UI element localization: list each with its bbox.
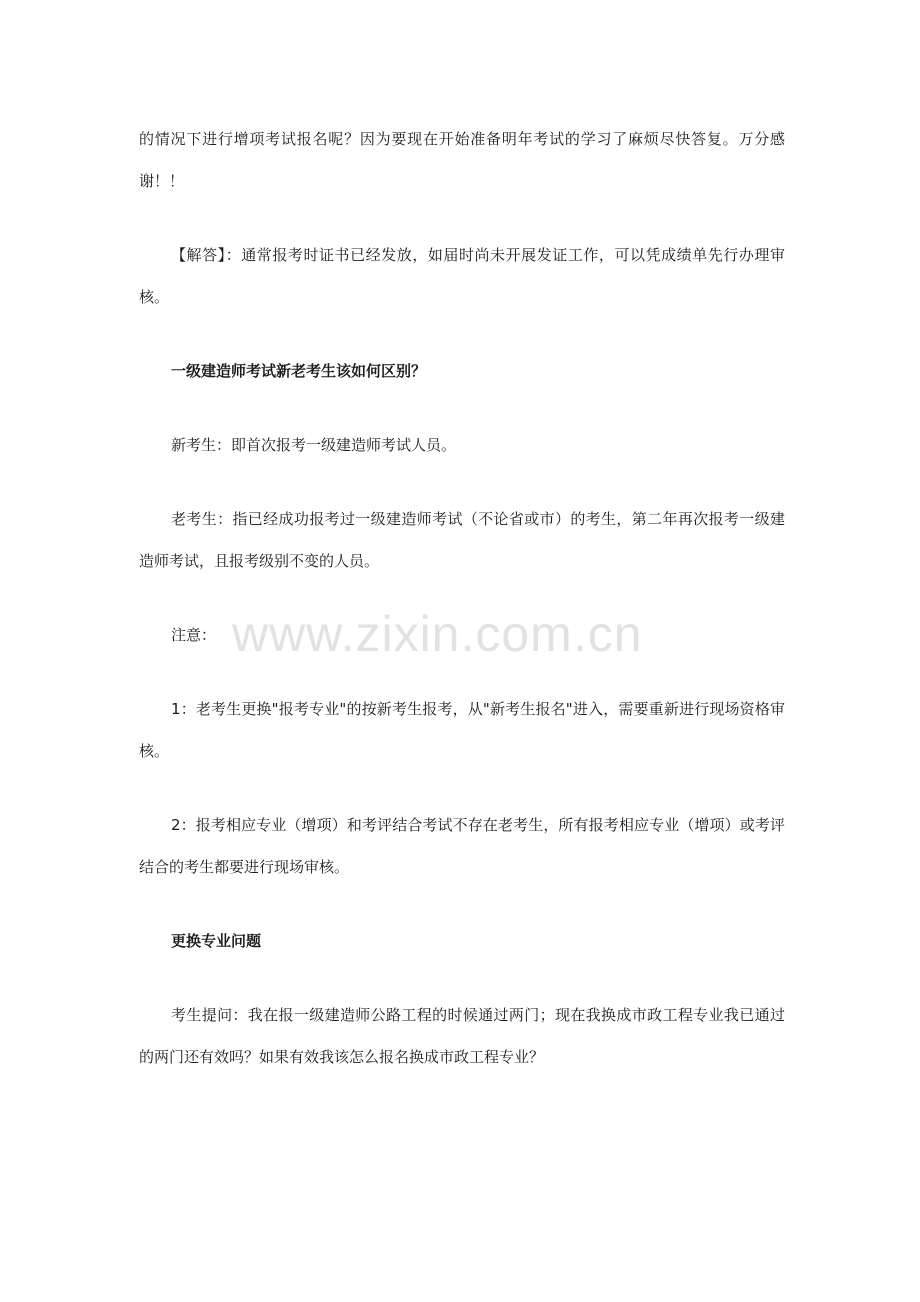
paragraph-note-1: 1：老考生更换"报考专业"的按新考生报考，从"新考生报名"进入，需要重新进行现场资格审核。: [139, 700, 785, 760]
watermark-text: www.zixin.com.cn: [232, 606, 643, 662]
paragraph-answer: 【解答】：通常报考时证书已经发放，如届时尚未开展发证工作，可以凭成绩单先行办理审核。: [139, 246, 785, 306]
paragraph-new-candidate: 新考生：即首次报考一级建造师考试人员。: [171, 436, 457, 454]
paragraph-candidate-question: 考生提问：我在报一级建造师公路工程的时候通过两门；现在我换成市政工程专业我已通过的两门还有效吗？如果有效我该怎么报名换成市政工程专业？: [139, 1006, 785, 1066]
paragraph-old-candidate: 老考生：指已经成功报考过一级建造师考试（不论省或市）的考生，第二年再次报考一级建造师考试，且报考级别不变的人员。: [139, 510, 785, 570]
paragraph-note-2: 2：报考相应专业（增项）和考评结合考试不存在老考生，所有报考相应专业（增项）或考评结合的考生都要进行现场审核。: [139, 816, 785, 876]
section-heading-change-major: 更换专业问题: [171, 932, 262, 950]
paragraph-continuation: 的情况下进行增项考试报名呢？因为要现在开始准备明年考试的学习了麻烦尽快答复。万分感谢！！: [139, 130, 785, 190]
document-body: [139, 118, 785, 1110]
paragraph-note-label: 注意：: [171, 626, 217, 644]
section-heading-new-old-candidates: 一级建造师考试新老考生该如何区别？: [171, 362, 427, 380]
